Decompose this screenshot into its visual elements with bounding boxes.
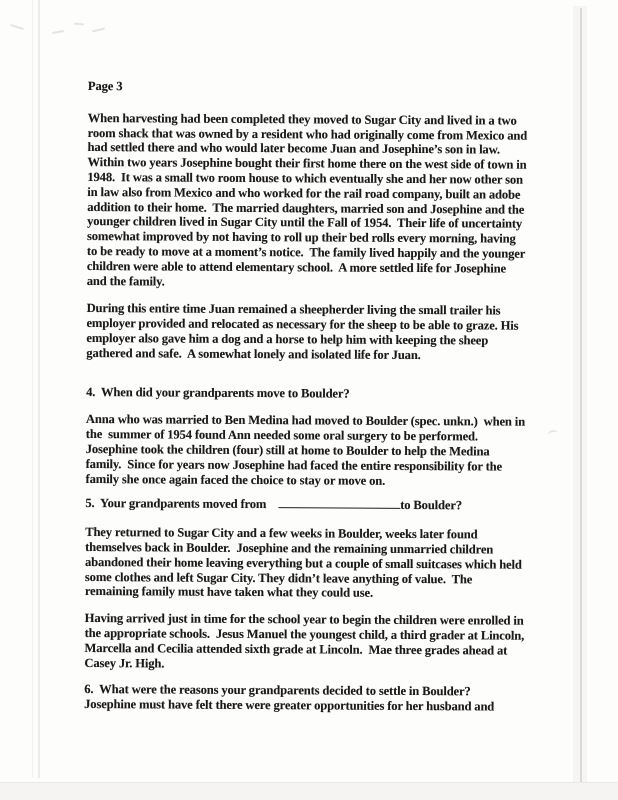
text-line: gathered and safe. A somewhat lonely and isolated life for Juan.	[86, 345, 421, 362]
scan-fold-line-left-inner	[38, 0, 40, 778]
text-line: to be ready to move at a moment’s notice. The family lived happily and the younger	[86, 243, 526, 261]
question-line-with-blank	[85, 495, 567, 514]
text-line: the appropriate schools. Jesus Manuel the youngest child, a third grader at Lincoln,	[84, 625, 525, 643]
text-line: the summer of 1954 found Ann needed some oral surgery to be performed.	[85, 427, 478, 444]
pencil-mark	[52, 30, 64, 34]
text-line: Josephine must have felt there were greater opportunities for her husband and	[84, 697, 495, 714]
text-line: younger children lived in Sugar City until the Fall of 1954. Their life of uncertainty	[87, 214, 523, 232]
text-line: Within two years Josephine bought their first home there on the west side of town in	[87, 155, 527, 172]
text-line: Casey Jr. High.	[84, 655, 165, 670]
pencil-mark	[92, 27, 105, 32]
question-text-after-blank: to Boulder?	[400, 498, 462, 513]
question-block	[85, 495, 567, 514]
fill-in-blank-line	[278, 496, 400, 509]
text-line: room shack that was owned by a resident who had originally come from Mexico and	[87, 125, 528, 143]
text-line: somewhat improved by not having to roll up their bed rolls every morning, having	[86, 229, 516, 246]
pencil-mark	[10, 24, 24, 30]
text-line: Anna who was married to Ben Medina had moved to Boulder (spec. unkn.) when in	[85, 412, 526, 430]
text-line: They returned to Sugar City and a few weeks in Boulder, weeks later found	[85, 525, 478, 542]
paragraph	[87, 111, 570, 292]
page-number-label: Page 3	[87, 79, 123, 94]
text-line: abandoned their home leaving everything but a couple of small suitcases which held	[85, 554, 522, 572]
text-line: 6. What were the reasons your grandparents decided to settle in Boulder?	[84, 682, 471, 699]
paragraph	[86, 301, 568, 363]
text-line: Josephine took the children (four) still at home to Boulder to help the Medina	[85, 441, 490, 459]
text-line: in law also from Mexico and who worked for the rail road company, built an adobe	[87, 184, 521, 202]
paragraph	[84, 611, 566, 673]
pencil-smudge-marks	[8, 20, 118, 50]
paragraph	[86, 412, 568, 489]
text-line: During this entire time Juan remained a sheepherder living the small trailer his	[86, 301, 501, 318]
text-line: Having arrived just in time for the school year to begin the children were enrolled in	[84, 611, 524, 628]
text-line: children were able to attend elementary school. A more settled life for Josephine	[86, 258, 506, 276]
text-line: 1948. It was a small two room house to which eventually she and her now other son	[87, 169, 523, 187]
text-line: 4. When did your grandparents move to Boulder?	[86, 384, 350, 401]
question-text-before-blank: 5. Your grandparents moved from	[85, 496, 270, 512]
scan-bottom-edge	[0, 782, 618, 800]
text-line: family she once again faced the choice to stay or move on.	[85, 471, 386, 488]
text-line: family. Since for years now Josephine had faced the entire responsibility for the	[85, 456, 503, 474]
text-line: Marcella and Cecilia attended sixth grade at Lincoln. Mae three grades ahead at	[84, 640, 508, 658]
text-line: remaining family must have taken what they could use.	[84, 584, 374, 601]
paragraph	[85, 525, 567, 602]
document-text	[84, 79, 570, 715]
question-block	[86, 385, 568, 403]
document-body	[84, 111, 570, 715]
text-line: employer also gave him a dog and a horse to help him with keeping the sheep	[86, 330, 489, 348]
text-line: addition to their home. The married daughters, married son and Josephine and the	[87, 199, 525, 217]
text-line: some clothes and left Sugar City. They didn’t leave anything of value. The	[84, 569, 473, 586]
text-line: When harvesting had been completed they moved to Sugar City and lived in a two	[87, 110, 517, 128]
paragraph	[84, 697, 566, 715]
text-line: themselves back in Boulder. Josephine and the remaining unmarried children	[85, 539, 494, 557]
text-line: and the family.	[86, 273, 165, 289]
text-line: had settled there and who would later become Juan and Josephine’s son in law.	[87, 140, 500, 157]
text-line: employer provided and relocated as necessary for the sheep to be able to graze. His	[86, 316, 519, 333]
scan-edge-line-right	[580, 8, 582, 782]
pencil-mark	[74, 22, 84, 25]
scan-fold-line-left	[32, 0, 33, 778]
